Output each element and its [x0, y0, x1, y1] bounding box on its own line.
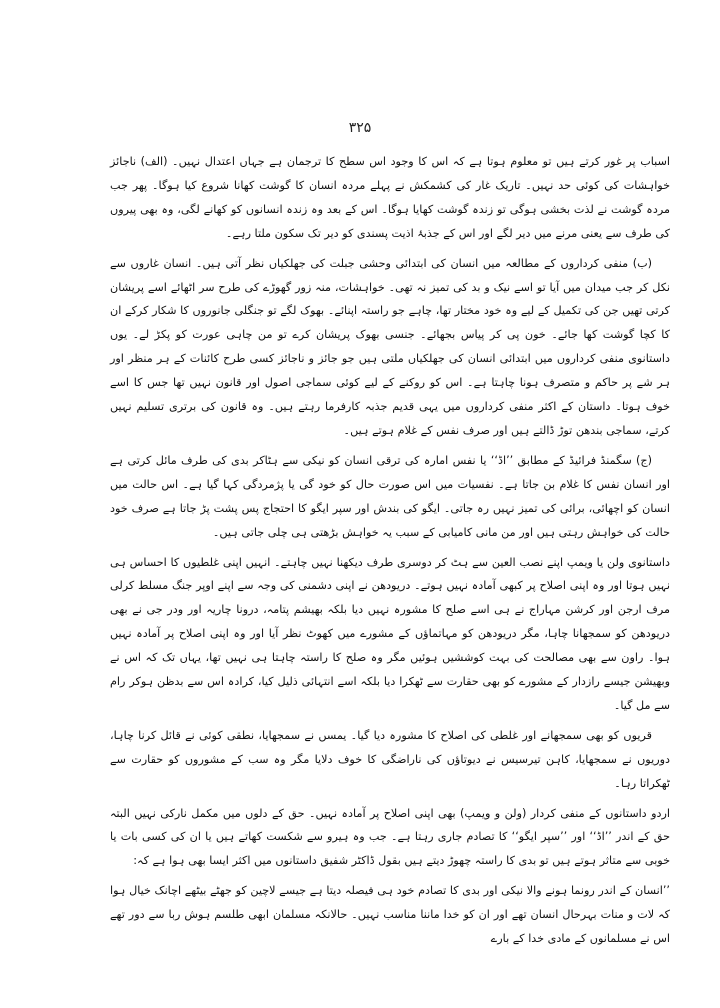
- paragraph-3: (ج) سگمنڈ فرائیڈ کے مطابق ’’اڈ‘‘ یا نفس امارہ کی ترقی انسان کو نیکی سے ہٹاکر بدی کی طرف مائل کرتی ہے اور انسان نفس کا غلام بن جاتا ہے۔ نفسیات میں اس صورت حال کو خود گی یا پژمردگی کہا گیا ہے۔ اس حالت میں انسان کو اچھائی، برائی کی تمیز نہیں رہ جاتی۔ ایگو کی بندش اور سپر ایگو کا احتجاج پس پشت پڑ جاتا ہے صرف خود حالت کی خواہش رہتی ہیں اور من مانی کامیابی کے سبب یہ خواہش بڑھتی ہی چلی جاتی ہیں۔: [110, 453, 670, 539]
- page-body: [110, 150, 670, 957]
- paragraph-1: اسباب پر غور کرتے ہیں تو معلوم ہوتا ہے کہ اس کا وجود اس سطح کا ترجمان ہے جہاں اعتدال نہیں۔ (الف) ناجائز خواہشات کی کوئی حد نہیں۔ تاریک غار کی کشمکش نے پہلے مردہ انسان کا گوشت کھانا شروع کیا ہوگا۔ پھر جب مردہ گوشت نے لذت بخشی ہوگی تو زندہ گوشت کھایا ہوگا۔ اس کے بعد وہ زندہ انسانوں کو کھانے لگی، وہ بھی پیروں کی طرف سے یعنی مرنے میں دیر لگے اور اس کے جذبۂ اذیت پسندی کو دیر تک سکون ملتا رہے۔: [110, 155, 670, 240]
- paragraph-6: اردو داستانوں کے منفی کردار (ولن و ویمپ) بھی اپنی اصلاح پر آمادہ نہیں۔ حق کے دلوں میں مکمل نارکی نہیں البتہ حق کے اندر ’’اڈ‘‘ اور ’’سپر ایگو‘‘ کا تصادم جاری رہتا ہے۔ جب وہ ہیرو سے شکست کھاتے ہیں یا ان کی کسی بات یا خوبی سے متاثر ہوتے ہیں تو بدی کا راستہ چھوڑ دیتے ہیں بقول ڈاکٹر شفیق داستانوں میں اکثر ایسا بھی ہوا ہے کہ:: [110, 806, 670, 868]
- paragraph-2: (ب) منفی کرداروں کے مطالعہ میں انسان کی ابتدائی وحشی جبلت کی جھلکیاں نظر آتی ہیں۔ انسان غاروں سے نکل کر جب میدان میں آیا تو اسے نیک و بد کی تمیز نہ تھی۔ خواہشات، منہ زور گھوڑے کی طرح سر اٹھائے اسے پریشان کرتی تھیں جن کی تکمیل کے لیے وہ خود مختار تھا، چاہے جو راستہ اپنائے۔ بھوک لگے تو جنگلی جانوروں کا شکار کرکے ان کا کچا گوشت کھا جائے۔ خون پی کر پیاس بجھائے۔ جنسی بھوک پریشان کرے تو من چاہی عورت کو پکڑ لے۔ یوں داستانوی منفی کرداروں میں ابتدائی انسان کی جھلکیاں ملتی ہیں جو جائز و ناجائز کسی طرح کائنات کے ہر منظر اور ہر شے پر حاکم و متصرف ہونا چاہتا ہے۔ اس کو روکنے کے لیے کوئی سماجی اصول اور قانون نہیں تھا جس کا اسے خوف ہوتا۔ داستان کے اکثر منفی کرداروں میں یہی قدیم جذبہ کارفرما رہتے ہیں۔ وہ قانون کی برتری تسلیم نہیں کرتے، سماجی بندھن توڑ ڈالتے ہیں اور صرف نفس کے غلام ہوتے ہیں۔: [110, 256, 670, 437]
- page-number: ۳۲۵: [348, 120, 372, 136]
- paragraph-4: داستانوی ولن یا ویمپ اپنے نصب العین سے ہٹ کر دوسری طرف دیکھنا نہیں چاہتے۔ انہیں اپنی غلطیوں کا احساس ہی نہیں ہوتا اور وہ اپنی اصلاح پر کبھی آمادہ نہیں ہوتے۔ دریودھن نے اپنی دشمنی کی وجہ سے اپنے اوپر جنگ مسلط کرلی مرف ارجن اور کرشن مہاراج نے ہی اسے صلح کا مشورہ نہیں دیا بلکہ بھیشم پتامہ، درونا چاریہ اور ودر جی نے بھی دریودھن کو سمجھانا چاہا، مگر دریودھن کو مہاتماؤں کے مشورے میں کھوٹ نظر آیا اور وہ اپنی اصلاح پر آمادہ نہیں ہوا۔ راون سے بھی مصالحت کی بہت کوششیں ہوئیں مگر وہ صلح کا راستہ چاہتا ہی نہیں تھا، یہاں تک کہ اس نے وبھیشن جیسے رازدار کے مشورے کو بھی حقارت سے ٹھکرا دیا بلکہ اسے انتہائی ذلیل کیا، کرادہ اس سے بدظن ہوکر رام سے مل گیا۔: [110, 555, 670, 712]
- paragraph-5: قریوں کو بھی سمجھانے اور غلطی کی اصلاح کا مشورہ دیا گیا۔ یمسں نے سمجھایا، نطقی کوئی نے قائل کرنا چاہا، دوریوں نے سمجھایا، کاہن تیرسیس نے دیوتاؤں کی ناراضگی کا خوف دلایا مگر وہ سب کے مشوروں کو حقارت سے ٹھکراتا رہا۔: [110, 728, 670, 790]
- quote-paragraph: ’’انسان کے اندر رونما ہونے والا نیکی اور بدی کا تصادم خود ہی فیصلہ دیتا ہے جیسے لاچین کو جھٹے بیٹھے اچانک خیال ہوا کہ لات و منات بہرحال انسان تھے اور ان کو خدا ماننا مناسب نہیں۔ حالانکہ مسلمان ابھی طلسم ہوش ربا سے دور تھے اس نے مسلمانوں کے مادی خدا کے بارے: [110, 884, 670, 946]
